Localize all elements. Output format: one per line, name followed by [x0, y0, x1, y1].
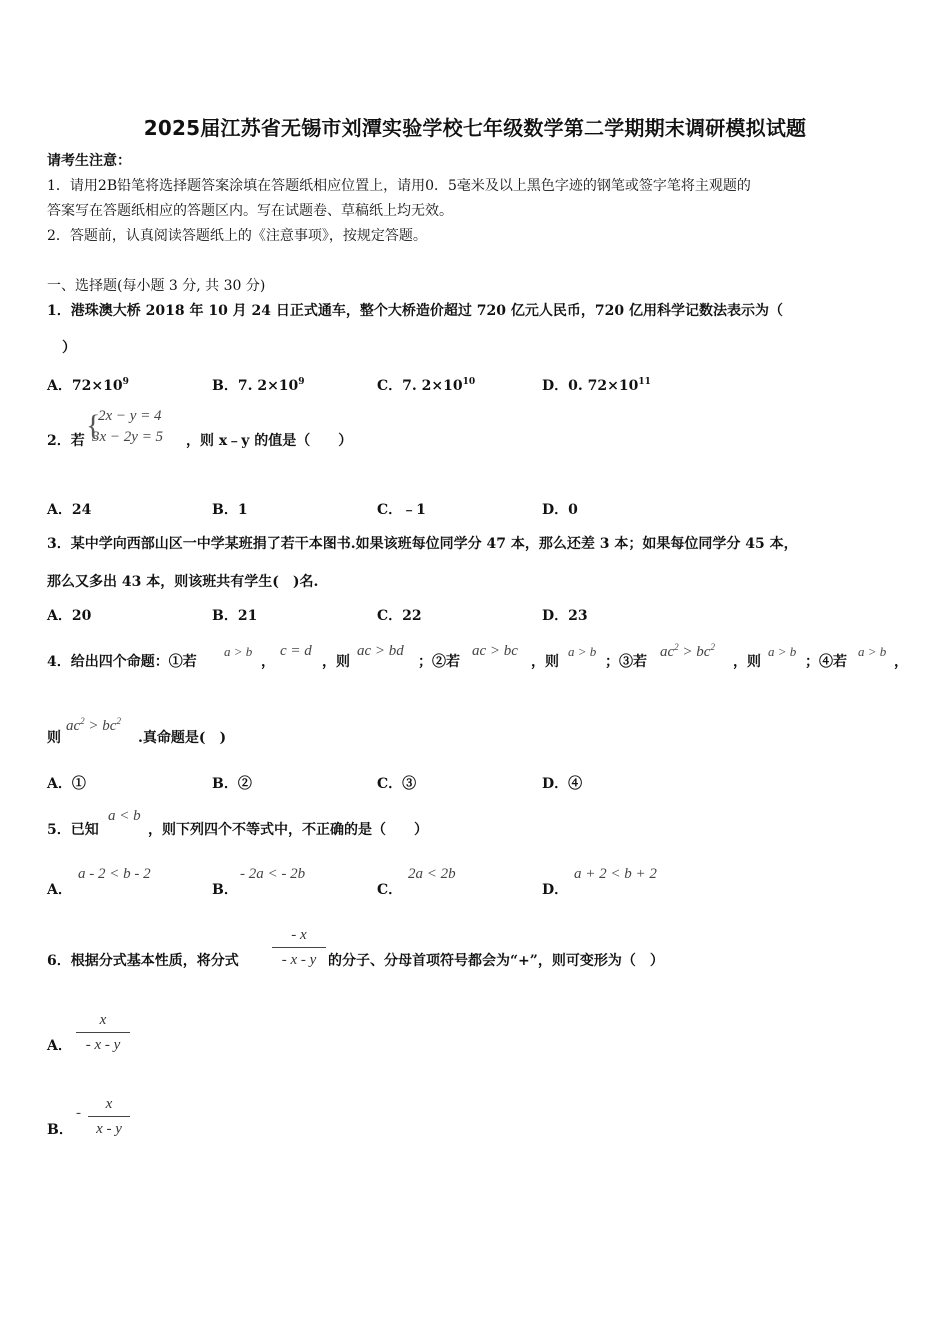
- q6-option-b: B．: [47, 1122, 73, 1138]
- q5-condition: a < b: [108, 808, 141, 824]
- q4-option-b: B．②: [212, 776, 252, 792]
- q4-stem-1: 4．给出四个命题：①若: [47, 654, 197, 670]
- q2-option-a: A．24: [47, 502, 92, 518]
- q3-option-b: B．21: [212, 608, 258, 624]
- q6-option-b-fraction: x x - y: [88, 1094, 130, 1139]
- q4-math-6: $ac^2 > bc^2$: [660, 642, 715, 660]
- section-heading: 一、选择题(每小题 3 分, 共 30 分): [47, 278, 266, 294]
- q1-option-d: D．0. $72\times 10^{11}$: [542, 377, 651, 394]
- q4-math-3: ac > bd: [357, 643, 404, 659]
- q2-option-c: C．﹣1: [377, 502, 426, 518]
- q5-option-a: A．: [47, 882, 72, 898]
- notice-line-1b: 答案写在答题纸相应的答题区内。写在试题卷、草稿纸上均无效。: [47, 203, 453, 219]
- q6-fraction: - x - x - y: [272, 925, 326, 970]
- q4-stem-2: ，: [261, 654, 275, 670]
- q5-option-c: C．: [377, 882, 403, 898]
- q4-option-d: D．④: [542, 776, 583, 792]
- q5-option-b: B．: [212, 882, 238, 898]
- q4-math-2: c = d: [280, 643, 312, 659]
- page-title: 2025届江苏省无锡市刘潭实验学校七年级数学第二学期期末调研模拟试题: [143, 116, 807, 140]
- q4-math-5: a > b: [568, 644, 597, 659]
- q4-stem-7: ，则: [733, 654, 761, 670]
- q5-option-b-expr: - 2a < - 2b: [240, 866, 306, 882]
- notice-line-2: 2．答题前，认真阅读答题纸上的《注意事项》，按规定答题。: [47, 228, 427, 244]
- q4-stem-5: ，则: [531, 654, 559, 670]
- q2-stem-pre: 2．若: [47, 433, 85, 449]
- q6-option-a-fraction: x - x - y: [76, 1010, 130, 1055]
- q3-option-d: D．23: [542, 608, 588, 624]
- q2-option-d: D．0: [542, 502, 578, 518]
- q5-option-c-expr: 2a < 2b: [408, 866, 456, 882]
- q4-stem-8: ；④若: [805, 654, 847, 670]
- q1-option-b: B．7. $2\times 10^9$: [212, 377, 305, 394]
- q3-stem: 3．某中学向西部山区一中学某班捐了若干本图书.如果该班每位同学分 47 本，那么还差 3 本；如果每位同学分 45 本，: [47, 536, 798, 552]
- q4-math-7: a > b: [768, 644, 797, 659]
- q1-stem-end: ）: [62, 340, 76, 356]
- notice-line-1a: 1．请用2B铅笔将选择题答案涂填在答题纸相应位置上，请用0．5毫米及以上黑色字迹的钢笔或签字笔将主观题的: [47, 178, 751, 194]
- q1-option-c: C．7. $2\times 10^{10}$: [377, 377, 476, 394]
- notice-heading: 请考生注意：: [47, 153, 131, 169]
- q6-stem-post: 的分子、分母首项符号都会为“+”，则可变形为（ ）: [328, 953, 664, 969]
- q4-stem-4: ；②若: [418, 654, 460, 670]
- q4-stem-11: .真命题是( ): [138, 730, 227, 746]
- q4-stem-9: ，: [894, 654, 908, 670]
- q4-option-c: C．③: [377, 776, 417, 792]
- q4-math-1: a > b: [224, 644, 253, 659]
- q6-option-a: A．: [47, 1038, 72, 1054]
- q6-option-b-sign: -: [76, 1105, 81, 1121]
- q4-math-9: $ac^2 > bc^2$: [66, 716, 121, 734]
- q3-stem-2: 那么又多出 43 本，则该班共有学生( )名.: [47, 574, 319, 590]
- q5-option-d-expr: a + 2 < b + 2: [574, 866, 657, 882]
- q2-option-b: B．1: [212, 502, 248, 518]
- q4-stem-3: ，则: [322, 654, 350, 670]
- q4-math-8: a > b: [858, 644, 887, 659]
- q1-stem: 1．港珠澳大桥 2018 年 10 月 24 日正式通车，整个大桥造价超过 720 亿元人民币，720 亿用科学记数法表示为（: [47, 303, 783, 319]
- q2-stem-post: ，则 x﹣y 的值是（ ）: [186, 433, 353, 449]
- q6-stem-pre: 6．根据分式基本性质，将分式: [47, 953, 239, 969]
- q5-option-a-expr: a - 2 < b - 2: [78, 866, 151, 882]
- q5-option-d: D．: [542, 882, 569, 898]
- q4-stem-10: 则: [47, 730, 61, 746]
- q4-option-a: A．①: [47, 776, 86, 792]
- q4-stem-6: ；③若: [605, 654, 647, 670]
- q3-option-c: C．22: [377, 608, 422, 624]
- q1-option-a: A．$72\times 10^9$: [47, 377, 129, 394]
- q3-option-a: A．20: [47, 608, 92, 624]
- q5-stem-post: ，则下列四个不等式中，不正确的是（ ）: [148, 822, 428, 838]
- q4-math-4: ac > bc: [472, 643, 518, 659]
- q5-stem-pre: 5．已知: [47, 822, 99, 838]
